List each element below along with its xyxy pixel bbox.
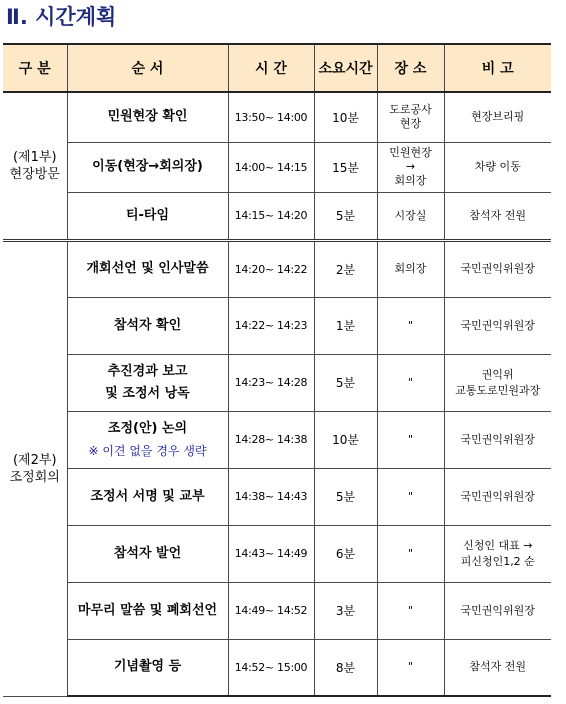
duration-cell: 10분 — [314, 92, 377, 142]
header-place: 장 소 — [377, 44, 444, 92]
header-time: 시 간 — [228, 44, 314, 92]
time-cell: 14:20~ 14:22 — [228, 240, 314, 297]
note-cell: 차량 이동 — [444, 142, 551, 192]
part2-label: (제2부) 조정회의 — [3, 240, 67, 696]
table-row — [3, 639, 551, 696]
note-cell: 국민권익위원장 — [444, 411, 551, 468]
order-cell: 조정서 서명 및 교부 — [67, 468, 228, 525]
time-cell: 14:22~ 14:23 — [228, 297, 314, 354]
order-cell: 이동(현장→회의장) — [67, 142, 228, 192]
place-cell: 회의장 — [377, 240, 444, 297]
order-cell: 추진경과 보고 및 조정서 낭독 — [67, 354, 228, 411]
duration-cell: 6분 — [314, 525, 377, 582]
note-cell: 참석자 전원 — [444, 192, 551, 240]
note-cell: 국민권익위원장 — [444, 240, 551, 297]
order-cell: 기념촬영 등 — [67, 639, 228, 696]
order-cell: 민원현장 확인 — [67, 92, 228, 142]
place-cell: 시장실 — [377, 192, 444, 240]
table-row — [3, 411, 551, 468]
place-cell: 도로공사 현장 — [377, 92, 444, 142]
order-cell: 티-타임 — [67, 192, 228, 240]
time-cell: 14:15~ 14:20 — [228, 192, 314, 240]
order-cell: 마무리 말씀 및 폐회선언 — [67, 582, 228, 639]
schedule-table — [3, 43, 551, 697]
header-note: 비 고 — [444, 44, 551, 92]
table-row — [3, 297, 551, 354]
time-cell: 14:49~ 14:52 — [228, 582, 314, 639]
table-row — [3, 142, 551, 192]
note-cell: 권익위 교통도로민원과장 — [444, 354, 551, 411]
table-row — [3, 192, 551, 240]
place-cell: 민원현장 → 회의장 — [377, 142, 444, 192]
duration-cell: 15분 — [314, 142, 377, 192]
table-row — [3, 240, 551, 297]
arrow-icon: → — [405, 160, 416, 173]
table-row — [3, 468, 551, 525]
note-cell: 국민권익위원장 — [444, 468, 551, 525]
duration-cell: 2분 — [314, 240, 377, 297]
time-cell: 14:38~ 14:43 — [228, 468, 314, 525]
order-cell: 참석자 확인 — [67, 297, 228, 354]
order-cell: 조정(안) 논의 ※ 이견 없을 경우 생략 — [67, 411, 228, 468]
place-cell: " — [377, 468, 444, 525]
duration-cell: 5분 — [314, 192, 377, 240]
order-cell: 개회선언 및 인사말씀 — [67, 240, 228, 297]
header-order: 순 서 — [67, 44, 228, 92]
place-cell: " — [377, 525, 444, 582]
time-cell: 14:52~ 15:00 — [228, 639, 314, 696]
place-cell: " — [377, 354, 444, 411]
place-cell: " — [377, 639, 444, 696]
time-cell: 14:28~ 14:38 — [228, 411, 314, 468]
time-cell: 13:50~ 14:00 — [228, 92, 314, 142]
table-row — [3, 92, 551, 142]
duration-cell: 5분 — [314, 354, 377, 411]
duration-cell: 8분 — [314, 639, 377, 696]
duration-cell: 3분 — [314, 582, 377, 639]
note-cell: 참석자 전원 — [444, 639, 551, 696]
place-cell: " — [377, 582, 444, 639]
duration-cell: 10분 — [314, 411, 377, 468]
place-cell: " — [377, 411, 444, 468]
time-cell: 14:00~ 14:15 — [228, 142, 314, 192]
table-row — [3, 354, 551, 411]
time-cell: 14:43~ 14:49 — [228, 525, 314, 582]
duration-cell: 1분 — [314, 297, 377, 354]
table-header-row — [3, 44, 551, 92]
omission-note: ※ 이견 없을 경우 생략 — [88, 443, 207, 458]
place-cell: " — [377, 297, 444, 354]
header-division: 구 분 — [3, 44, 67, 92]
note-cell: 국민권익위원장 — [444, 582, 551, 639]
time-cell: 14:23~ 14:28 — [228, 354, 314, 411]
duration-cell: 5분 — [314, 468, 377, 525]
note-cell: 국민권익위원장 — [444, 297, 551, 354]
header-duration: 소요시간 — [314, 44, 377, 92]
note-cell: 신청인 대표 → 피신청인1,2 순 — [444, 525, 551, 582]
table-row — [3, 525, 551, 582]
order-cell: 참석자 발언 — [67, 525, 228, 582]
table-row — [3, 582, 551, 639]
section-title: Ⅱ. 시간계획 — [6, 5, 117, 29]
part1-label: (제1부) 현장방문 — [3, 92, 67, 240]
note-cell: 현장브리핑 — [444, 92, 551, 142]
